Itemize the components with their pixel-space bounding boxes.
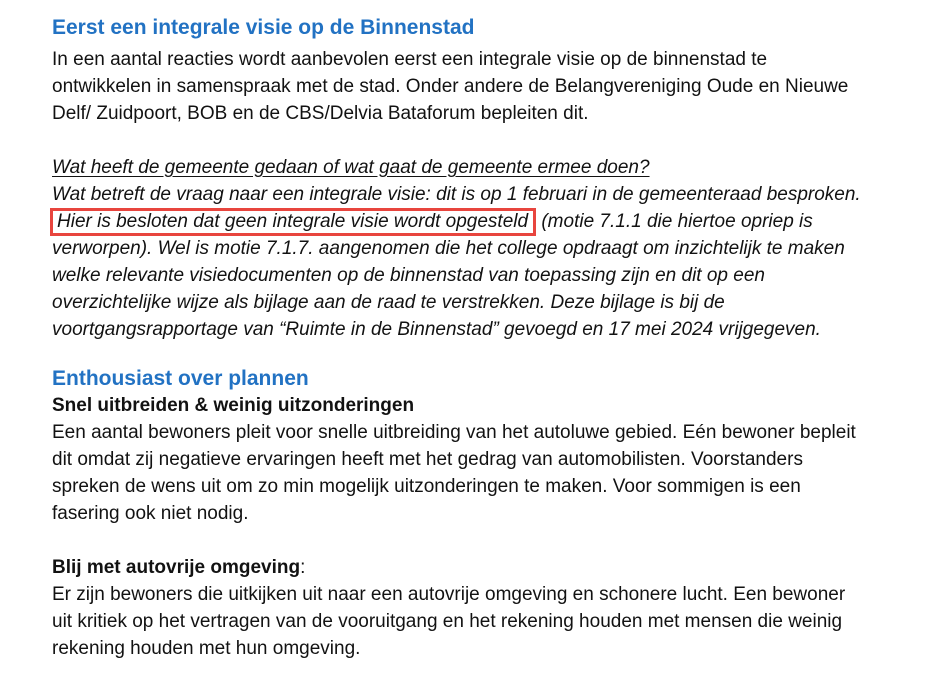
section-heading-integrale-visie: Eerst een integrale visie op de Binnenstad: [52, 16, 475, 39]
highlight-box-annotation: Hier is besloten dat geen integrale visie wordt opgesteld: [50, 208, 536, 236]
subheading-snel-uitbreiden: Snel uitbreiden & weinig uitzonderingen: [52, 395, 415, 416]
answer-text-before: Wat betreft de vraag naar een integrale visie: dit is op 1 februari in de gemeenteraad besproken.: [52, 184, 861, 205]
subheading-autovrije-omgeving: Blij met autovrije omgeving: [52, 557, 301, 578]
paragraph-autovrije-omgeving: Er zijn bewoners die uitkijken uit naar een autovrije omgeving en schonere lucht. Een bewoner uit kritiek op het vertragen van de vooruitgang en het rekening houden met mensen die weinig rekening houden met hun omgeving.: [52, 584, 846, 659]
document-content: [52, 14, 864, 662]
paragraph-snel-uitbreiden: Een aantal bewoners pleit voor snelle uitbreiding van het autoluwe gebied. Eén bewoner bepleit dit omdat zij negatieve ervaringen heeft met het gedrag van automobilisten. Voorstanders spreken de wens uit om zo min mogelijk uitzonderingen te maken. Voor sommigen is een fasering ook niet nodig.: [52, 422, 856, 524]
section-heading-enthousiast: Enthousiast over plannen: [52, 367, 309, 390]
answer-text-after: (motie 7.1.1 die hiertoe opriep is verworpen). Wel is motie 7.1.7. aangenomen die het college opdraagt om inzichtelijk te maken welke relevante visiedocumenten op de binnenstad van toepassing zijn en dit op een overzichtelijke wijze als bijlage aan de raad te verstrekken. Deze bijlage is bij de voortgangsrapportage van “Ruimte in de Binnenstad” gevoegd en 17 mei 2024 vrijgegeven.: [52, 211, 845, 340]
subheading-autovrije-omgeving-line: [52, 554, 864, 581]
subheading-colon: :: [300, 557, 306, 578]
question-line: Wat heeft de gemeente gedaan of wat gaat de gemeente ermee doen?: [52, 157, 650, 178]
answer-paragraph: [52, 181, 864, 343]
paragraph-integrale-visie: In een aantal reacties wordt aanbevolen eerst een integrale visie op de binnenstad te ontwikkelen in samenspraak met de stad. Onder andere de Belangvereniging Oude en Nieuwe Delf/ Zuidpoort, BOB en de CBS/Delvia Bataforum bepleiten dit.: [52, 49, 849, 124]
